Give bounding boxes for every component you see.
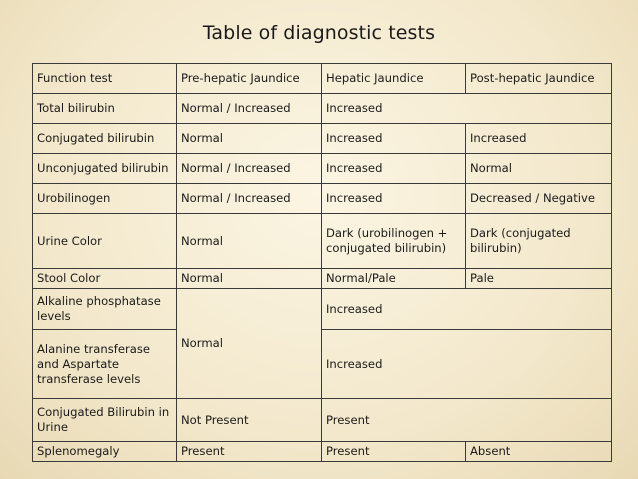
cell-hepatic: Increased: [322, 154, 466, 184]
cell-pre-hepatic: Not Present: [177, 399, 322, 442]
row-label-total-bilirubin: Total bilirubin: [33, 94, 177, 124]
cell-pre-hepatic: Present: [177, 442, 322, 462]
cell-pre-hepatic: Normal / Increased: [177, 94, 322, 124]
diagnostic-tests-table: [32, 63, 612, 462]
page-title: Table of diagnostic tests: [202, 22, 436, 44]
table-row: [33, 214, 612, 269]
cell-post-hepatic: Decreased / Negative: [466, 184, 612, 214]
cell-hepatic: Normal/Pale: [322, 269, 466, 289]
cell-hepatic: Increased: [322, 124, 466, 154]
cell-hepatic: Dark (urobilinogen + conjugated bilirubin): [322, 214, 466, 269]
header-pre-hepatic: Pre-hepatic Jaundice: [177, 64, 322, 94]
table-row: [33, 269, 612, 289]
table-row: [33, 94, 612, 124]
cell-pre-hepatic: Normal: [177, 269, 322, 289]
table-row: [33, 124, 612, 154]
row-label-alanine-aspartate: Alanine transferase and Aspartate transferase levels: [33, 330, 177, 399]
cell-hepatic-post-hepatic: Increased: [322, 94, 612, 124]
table-row: [33, 184, 612, 214]
cell-hepatic-post-hepatic: Present: [322, 399, 612, 442]
row-label-conjugated-bilirubin-urine: Conjugated Bilirubin in Urine: [33, 399, 177, 442]
cell-post-hepatic: Increased: [466, 124, 612, 154]
table-row: [33, 399, 612, 442]
cell-post-hepatic: Normal: [466, 154, 612, 184]
table-row: [33, 154, 612, 184]
row-label-splenomegaly: Splenomegaly: [33, 442, 177, 462]
cell-pre-hepatic-shared: Normal: [177, 289, 322, 399]
table-header-row: [33, 64, 612, 94]
table-row: [33, 289, 612, 330]
cell-pre-hepatic: Normal: [177, 124, 322, 154]
cell-pre-hepatic: Normal / Increased: [177, 184, 322, 214]
row-label-unconjugated-bilirubin: Unconjugated bilirubin: [33, 154, 177, 184]
row-label-urobilinogen: Urobilinogen: [33, 184, 177, 214]
header-post-hepatic: Post-hepatic Jaundice: [466, 64, 612, 94]
cell-pre-hepatic: Normal / Increased: [177, 154, 322, 184]
table-row: [33, 330, 612, 399]
cell-post-hepatic: Pale: [466, 269, 612, 289]
header-hepatic: Hepatic Jaundice: [322, 64, 466, 94]
row-label-conjugated-bilirubin: Conjugated bilirubin: [33, 124, 177, 154]
cell-post-hepatic: Dark (conjugated bilirubin): [466, 214, 612, 269]
cell-hepatic: Increased: [322, 184, 466, 214]
cell-post-hepatic: Absent: [466, 442, 612, 462]
table-row: [33, 442, 612, 462]
row-label-alkaline-phosphatase: Alkaline phosphatase levels: [33, 289, 177, 330]
cell-hepatic-post-hepatic: Increased: [322, 289, 612, 330]
header-function-test: Function test: [33, 64, 177, 94]
row-label-urine-color: Urine Color: [33, 214, 177, 269]
cell-hepatic-post-hepatic: Increased: [322, 330, 612, 399]
row-label-stool-color: Stool Color: [33, 269, 177, 289]
cell-pre-hepatic: Normal: [177, 214, 322, 269]
cell-hepatic: Present: [322, 442, 466, 462]
